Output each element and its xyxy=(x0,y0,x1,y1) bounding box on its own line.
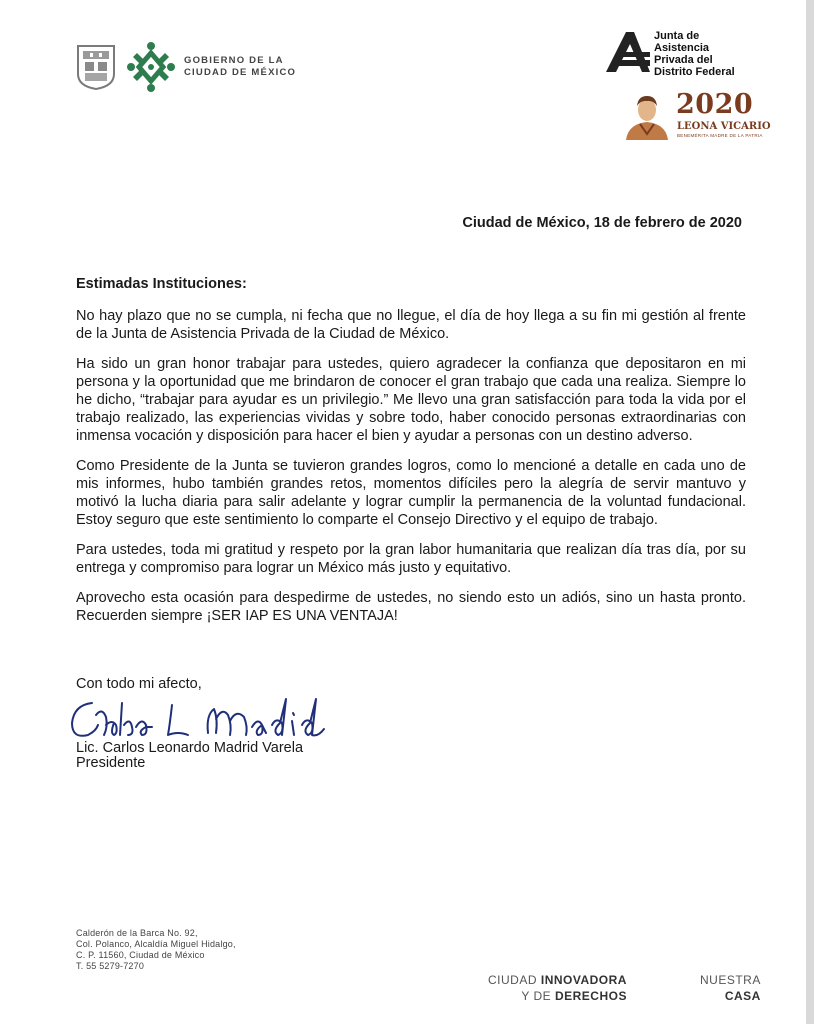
casa-word-2: CASA xyxy=(724,989,761,1003)
address-line-2: Col. Polanco, Alcaldía Miguel Hidalgo, xyxy=(76,939,236,949)
casa-word-1: NUESTRA xyxy=(700,973,761,987)
government-line-1: GOBIERNO DE LA xyxy=(184,55,284,66)
junta-line-2: Asistencia xyxy=(654,42,710,54)
signer-name: Lic. Carlos Leonardo Madrid Varela xyxy=(76,740,304,756)
salutation: Estimadas Instituciones: xyxy=(76,276,247,292)
paragraph-3: Como Presidente de la Junta se tuvieron grandes logros, como lo mencioné a detalle en cada uno de mis informes, hubo también grandes retos, momentos difíciles pero la alegría de servir mantuvo y motivó la lucha diaria para salir adelante y lograr cumplir la permanencia de la voluntad fundacional. Estoy seguro que este sentimiento lo comparte el Consejo Directivo y el equipo de trabajo. xyxy=(76,458,746,528)
paragraph-5: Aprovecho esta ocasión para despedirme de ustedes, no siendo esto un adiós, sino un hasta pronto. Recuerden siempre ¡SER IAP ES UNA VENTAJA! xyxy=(76,590,746,624)
address-line-1: Calderón de la Barca No. 92, xyxy=(76,928,198,938)
paragraph-4: Para ustedes, toda mi gratitud y respeto por la gran labor humanitaria que realizan día tras día, por su entrega y compromiso para lograr un México más justo y equitativo. xyxy=(76,542,746,576)
letter-body xyxy=(76,307,746,637)
slogan-word-2: INNOVADORA xyxy=(540,973,627,987)
commemoration-subtitle: BENEMÉRITA MADRE DE LA PATRIA xyxy=(677,133,763,138)
address-block xyxy=(76,928,236,972)
junta-asistencia-name xyxy=(654,30,735,78)
slogan-word-3: Y DE xyxy=(521,989,552,1003)
paragraph-2: Ha sido un gran honor trabajar para ustedes, quiero agradecer la confianza que depositaron en mi persona y la oportunidad que me brindaron de conocer el gran trabajo que cada una realiza. Siempre lo he dicho, “trabajar para ayudar es un privilegio.” Me llevo una gran satisfacción para toda la vida por el trabajo realizado, las experiencias vividas y sobre todo, haber conocido personas extraordinarias con inmensa vocación y disposición para hacer el bien y ayudar a personas con un destino adverso. xyxy=(76,356,746,444)
slogan-word-1: CIUDAD xyxy=(488,973,538,987)
junta-asistencia-logo xyxy=(604,30,652,74)
nuestra-casa-slogan xyxy=(700,972,761,1004)
cdmx-flower-logo xyxy=(127,41,175,93)
government-logotype xyxy=(184,55,296,79)
date-line: Ciudad de México, 18 de febrero de 2020 xyxy=(462,215,742,231)
leona-vicario-portrait xyxy=(622,94,672,140)
scan-edge xyxy=(806,0,814,1024)
commemoration-name: LEONA VICARIO xyxy=(677,121,771,132)
city-slogan xyxy=(488,972,627,1004)
paragraph-1: No hay plazo que no se cumpla, ni fecha que no llegue, el día de hoy llega a su fin mi gestión al frente de la Junta de Asistencia Privada de la Ciudad de México. xyxy=(76,308,746,342)
junta-line-1: Junta de xyxy=(654,30,700,42)
junta-line-3: Privada del xyxy=(654,54,713,66)
signer-title: Presidente xyxy=(76,755,146,771)
address-line-3: C. P. 11560, Ciudad de México xyxy=(76,950,205,960)
commemoration-year: 2020 xyxy=(676,89,754,120)
junta-line-4: Distrito Federal xyxy=(654,66,735,78)
government-line-2: CIUDAD DE MÉXICO xyxy=(184,67,297,78)
cdmx-shield-logo xyxy=(76,44,116,90)
closing-line: Con todo mi afecto, xyxy=(76,676,202,692)
address-line-4: T. 55 5279-7270 xyxy=(76,961,145,971)
slogan-word-4: DERECHOS xyxy=(554,989,627,1003)
